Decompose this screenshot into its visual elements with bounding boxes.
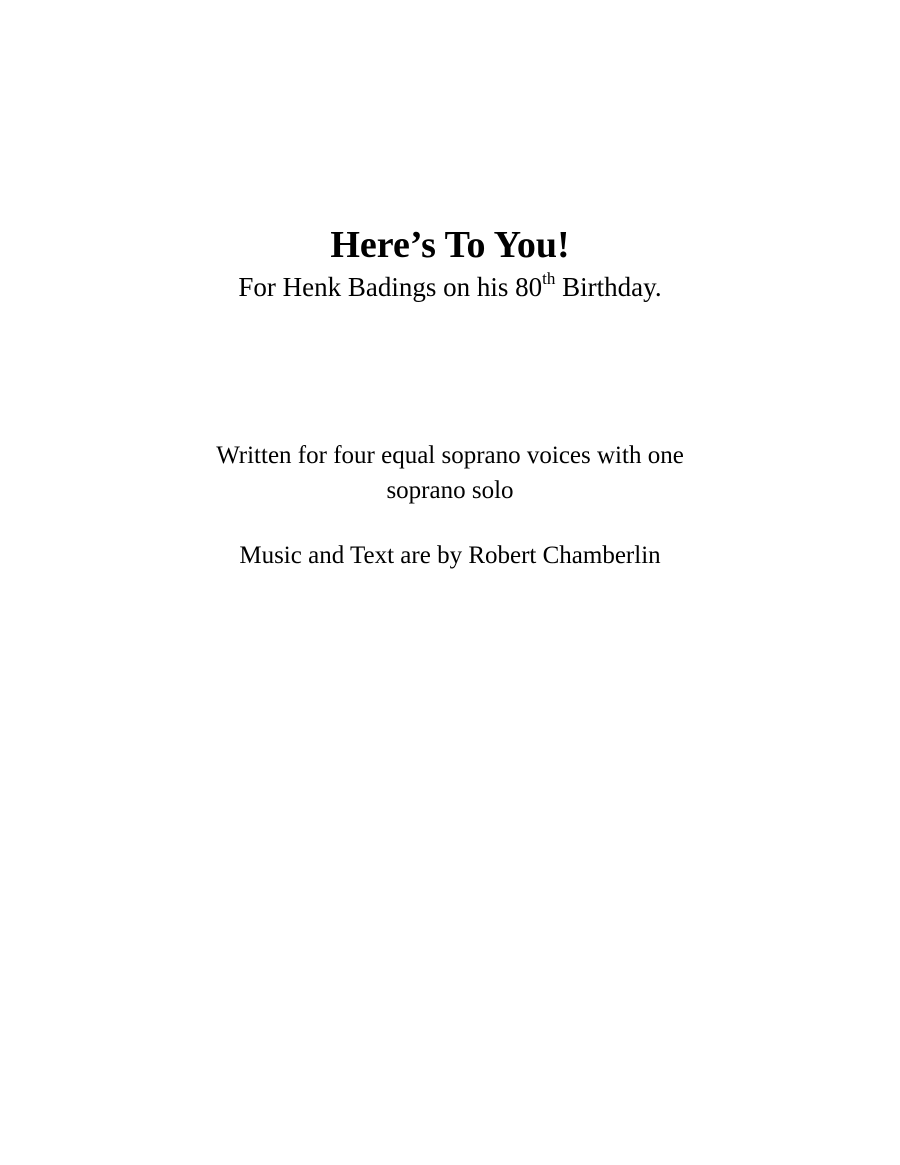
- subtitle-text-start: For Henk Badings on his 80: [238, 272, 543, 302]
- voicing-line-2: soprano solo: [386, 477, 514, 504]
- dedication-subtitle: [0, 270, 900, 304]
- subtitle-text-end: Birthday.: [555, 272, 662, 302]
- voicing-description: [0, 438, 900, 508]
- composer-credit: Music and Text are by Robert Chamberlin: [239, 542, 661, 569]
- subtitle-ordinal-suffix: th: [542, 269, 556, 288]
- page-title: Here’s To You!: [330, 224, 570, 266]
- voicing-line-1: Written for four equal soprano voices with one: [216, 442, 684, 469]
- title-block: [0, 220, 900, 304]
